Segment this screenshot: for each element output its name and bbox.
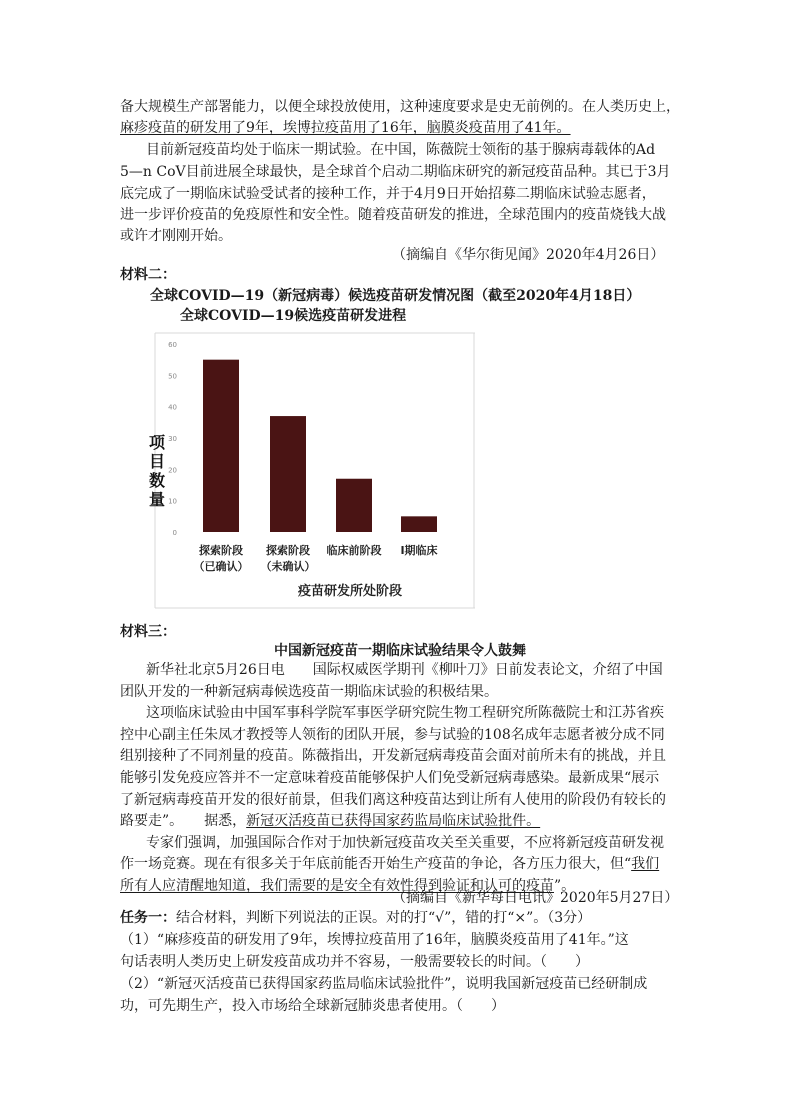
section-label: 材料二：	[120, 267, 176, 283]
text-line: 能够引发免疫应答并不一定意味着疫苗能够保护人们免受新冠病毒感染。最新成果“展示	[120, 770, 660, 786]
question-1-line-1: （1）“麻疹疫苗的研发用了9年，埃博拉疫苗用了16年，脑膜炎疫苗用了41年。”这	[120, 932, 629, 948]
x-tick-label: 探索阶段	[266, 544, 310, 557]
text-line: 团队开发的一种新冠病毒候选疫苗一期临床试验的积极结果。	[120, 684, 498, 700]
y-axis-label-char: 项	[149, 433, 166, 452]
text-line: 新华社北京5月26日电 国际权威医学期刊《柳叶刀》日前发表论文，介绍了中国	[146, 662, 663, 678]
text-line: 5—n CoV目前进展全球最快，是全球首个启动二期临床研究的新冠疫苗品种。其已于3月	[120, 164, 671, 180]
text-line	[120, 854, 659, 874]
text-line: 或许才刚刚开始。	[120, 228, 232, 244]
y-tick-label: 40	[168, 403, 177, 412]
text-line: 组别接种了不同剂量的疫苗。陈薇指出，开发新冠病毒疫苗会面对前所未有的挑战，并且	[120, 748, 666, 764]
y-axis-label-char: 目	[149, 452, 166, 471]
underlined-sentence: 麻疹疫苗的研发用了9年，埃博拉疫苗用了16年，脑膜炎疫苗用了41年。	[120, 120, 571, 136]
text-line: 进一步评价疫苗的免疫原性和安全性。随着疫苗研发的推进，全球范围内的疫苗烧钱大战	[120, 207, 666, 223]
bar-chart	[149, 330, 475, 610]
question-1-line-2: 句话表明人类历史上研发疫苗成功并不容易，一般需要较长的时间。（ ）	[120, 954, 589, 970]
section-label: 材料三：	[120, 624, 176, 640]
task-line	[120, 908, 591, 928]
bar	[270, 416, 306, 532]
text-line: 控中心副主任朱凤才教授等人领衔的团队开展，参与试验的108名成年志愿者被分成不同	[120, 727, 665, 743]
underlined-quote: 所有人应清醒地知道，我们需要的是安全有效性得到验证和认可的疫苗	[120, 878, 554, 894]
question-2-line-1: （2）“新冠灭活疫苗已获得国家药监局临床试验批件”，说明我国新冠疫苗已经研制成	[120, 976, 648, 992]
y-axis-label	[149, 433, 166, 509]
text-line: 目前新冠疫苗均处于临床一期试验。在中国，陈薇院士领衔的基于腺病毒载体的Ad	[146, 142, 656, 158]
y-tick-label: 10	[168, 497, 177, 506]
text-line: 专家们强调，加强国际合作对于加快新冠疫苗攻关至关重要，不应将新冠疫苗研发视	[146, 835, 664, 851]
question-2-line-2: 功，可先期生产，投入市场给全球新冠肺炎患者使用。（ ）	[120, 998, 505, 1014]
text-line: 备大规模生产部署能力，以便全球投放使用，这种速度要求是史无前例的。在人类历史上，	[120, 99, 680, 115]
y-axis-label-char: 数	[149, 471, 166, 490]
y-tick-label: 30	[168, 435, 177, 443]
text-line	[120, 811, 540, 831]
y-axis-label-char: 量	[149, 490, 166, 509]
article-title: 中国新冠疫苗一期临床试验结果令人鼓舞	[274, 643, 526, 659]
chart-subtitle: 全球COVID—19候选疫苗研发进程	[180, 308, 407, 324]
chart-title: 全球COVID—19（新冠病毒）候选疫苗研发情况图（截至2020年4月18日）	[150, 288, 641, 304]
x-axis-title: 疫苗研发所处阶段	[297, 584, 403, 599]
text-segment: 作一场竞赛。现在有很多关于年底前能否开始生产疫苗的争论，各方压力很大，但“	[120, 856, 632, 872]
y-tick-label: 20	[168, 466, 177, 475]
text-line: 底完成了一期临床试验受试者的接种工作，并于4月9日开始招募二期临床试验志愿者，	[120, 186, 656, 202]
text-segment: ”。	[554, 878, 576, 894]
x-tick-label: I期临床	[400, 544, 438, 557]
task-instruction: 结合材料，判断下列说法的正误。对的打“√”，错的打“×”。（3分）	[176, 910, 592, 926]
x-tick-label: 探索阶段	[199, 544, 243, 557]
bar	[203, 360, 239, 532]
text-line: 了新冠病毒疫苗开发的很好前景，但我们离这种疫苗达到让所有人使用的阶段仍有较长的	[120, 792, 666, 808]
y-tick-label: 50	[168, 372, 177, 381]
x-tick-label: 临床前阶段	[326, 544, 382, 557]
y-tick-label: 0	[172, 529, 177, 537]
y-tick-label: 60	[168, 341, 177, 349]
source-citation: （摘编自《新华每日电讯》2020年5月27日）	[392, 890, 679, 906]
underlined-sentence: 新冠灭活疫苗已获得国家药监局临床试验批件。	[246, 813, 541, 829]
underlined-quote-start: 我们	[631, 856, 660, 872]
source-citation: （摘编自《华尔街见闻》2020年4月26日）	[392, 247, 665, 263]
text-line: 这项临床试验由中国军事科学院军事医学研究院生物工程研究所陈薇院士和江苏省疾	[146, 705, 664, 721]
x-tick-label: （已确认）	[193, 560, 249, 573]
text-segment: 路要走”。 据悉，	[120, 813, 247, 829]
x-tick-label: （未确认）	[260, 560, 316, 573]
bar	[401, 516, 437, 532]
bar	[336, 479, 372, 532]
task-heading: 任务一：	[120, 910, 176, 926]
